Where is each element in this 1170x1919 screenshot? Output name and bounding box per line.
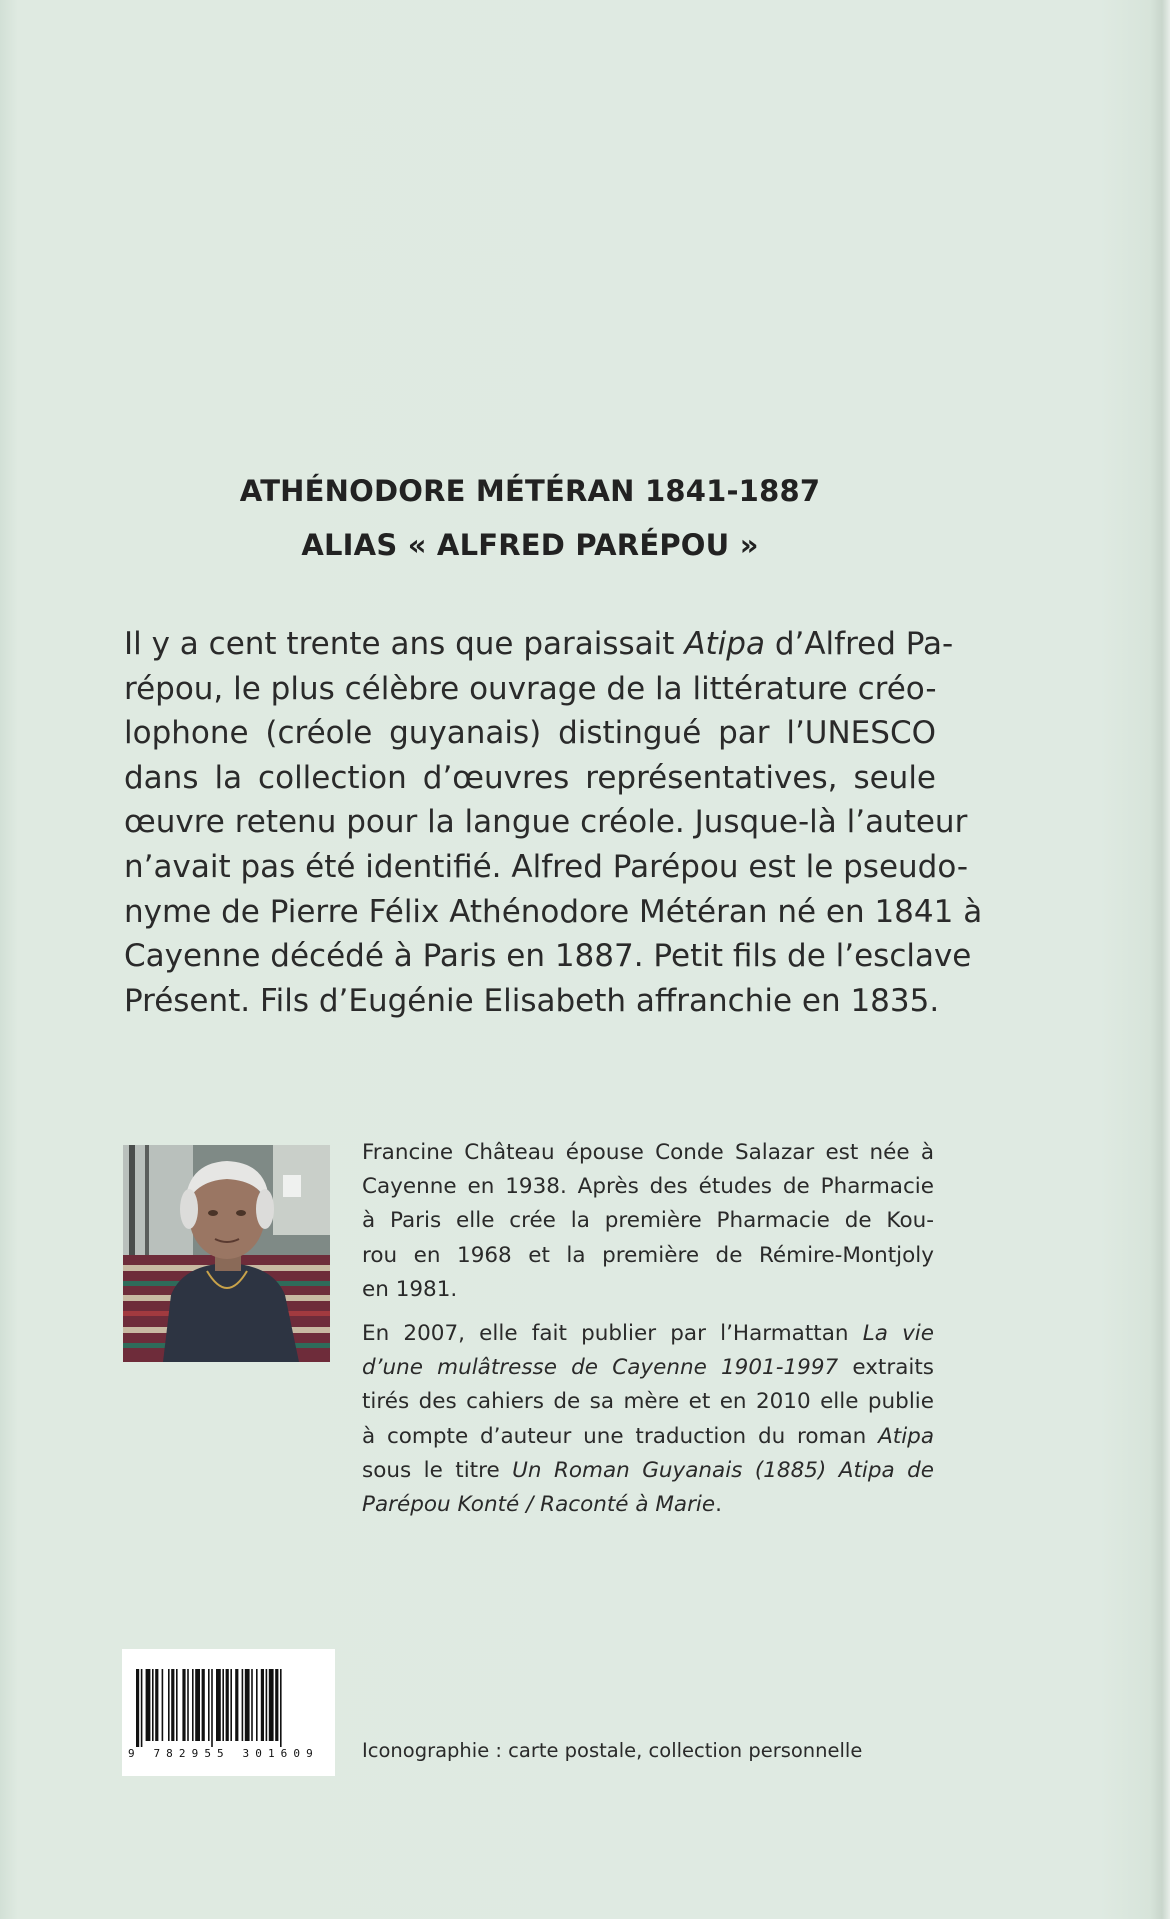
bio-line [362,1454,934,1488]
blurb-line: répou, le plus célèbre ouvrage de la littérature créo- [124,670,937,707]
back-cover-blurb [124,622,983,1023]
blurb-line: Cayenne décédé à Paris en 1887. Petit fils de l’esclave [124,938,972,975]
barcode-bar [275,1669,278,1741]
barcode-bar [226,1669,229,1741]
bio-text: extraits [838,1355,934,1381]
bio-line: tirés des cahiers de sa mère et en 2010 elle publie [362,1389,934,1415]
bio-line [362,1351,934,1385]
author-portrait-image [123,1145,330,1362]
barcode-bar [216,1669,221,1741]
blurb-line: n’avait pas été identifié. Alfred Parépou est le pseudo- [124,848,969,885]
barcode-bar [171,1669,174,1741]
bio-line: Cayenne en 1938. Après des études de Pharmacie [362,1174,934,1200]
barcode-bar [208,1669,210,1741]
blurb-line: lophone (créole guyanais) distingué par l’UNESCO [124,715,936,752]
bio-italic-title: Parépou Konté / Raconté à Marie [362,1491,716,1517]
blurb-line [124,622,954,667]
bio-italic-title: Atipa [878,1423,934,1449]
barcode-bar [222,1669,224,1741]
image-credit: Iconographie : carte postale, collection personnelle [362,1739,863,1762]
bio-paragraph-2 [362,1317,934,1522]
isbn-barcode [122,1649,335,1776]
barcode-bar [187,1669,189,1741]
bio-italic-title: Un Roman Guyanais (1885) Atipa de [512,1457,934,1483]
barcode-bar [146,1669,151,1741]
barcode-bar [168,1669,170,1741]
barcode-bar [256,1669,258,1741]
barcode-bar [269,1669,274,1741]
bio-line [362,1317,934,1351]
bio-line [362,1420,934,1454]
book-title-line-2: ALIAS « ALFRED PARÉPOU » [301,528,759,562]
barcode-bar [162,1669,164,1741]
blurb-line: Présent. Fils d’Eugénie Elisabeth affranchie en 1835. [124,982,940,1019]
bio-italic-title: d’une mulâtresse de Cayenne 1901-1997 [362,1355,839,1381]
barcode-bar [192,1669,194,1741]
bio-text: . [715,1491,722,1517]
book-title-line-1: ATHÉNODORE MÉTÉRAN 1841-1887 [239,474,821,508]
barcode-bar [195,1669,200,1741]
author-photo [123,1145,330,1362]
barcode-bar [251,1669,253,1741]
bio-text: à compte d’auteur une traduction du roman [362,1423,879,1449]
barcode-bar [182,1669,185,1741]
blurb-text: Il y a cent trente ans que paraissait [124,626,685,662]
isbn-digits: 9 782955 301609 [128,1747,319,1760]
barcode-bar [242,1669,244,1741]
blurb-text: d’Alfred Pa- [764,626,954,662]
bio-italic-title: La vie [862,1320,934,1346]
blurb-line: dans la collection d’œuvres représentatives, seule [124,759,936,796]
bio-line: à Paris elle crée la première Pharmacie de Kou- [362,1208,934,1234]
barcode-bar [152,1669,154,1741]
blurb-italic-title: Atipa [684,626,765,662]
barcode-bar [235,1669,238,1741]
barcode-bar [176,1669,178,1741]
bio-text: En 2007, elle fait publier par l’Harmattan [362,1320,863,1346]
bio-line [362,1488,934,1522]
barcode-bar [266,1669,268,1741]
barcode-bar [211,1669,213,1747]
barcode-bar [230,1669,232,1741]
barcode-bar [136,1669,139,1747]
author-bio [362,1136,934,1522]
blurb-line: œuvre retenu pour la langue créole. Jusque-là l’auteur [124,804,968,841]
barcode-bar [141,1669,143,1747]
barcode-bar [261,1669,264,1741]
blurb-line: nyme de Pierre Félix Athénodore Météran né en 1841 à [124,893,983,930]
bio-text: sous le titre [362,1457,513,1483]
bio-line: rou en 1968 et la première de Rémire-Montjoly [362,1242,934,1268]
barcode-bar [280,1669,282,1747]
barcode-bar [245,1669,250,1741]
bio-line: en 1981. [362,1276,458,1302]
bio-line: Francine Château épouse Conde Salazar est née à [362,1140,934,1165]
barcode-bar [202,1669,205,1741]
barcode-bar [155,1669,158,1741]
